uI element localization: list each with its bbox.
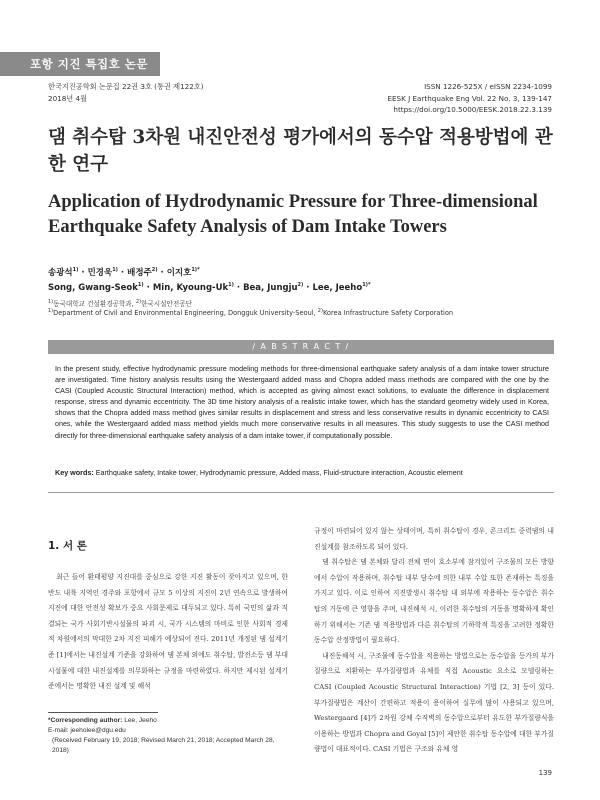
page-number: 139 xyxy=(538,769,552,777)
special-issue-tag: 포항 지진 특집호 논문 xyxy=(0,52,160,76)
affiliations-ko xyxy=(48,298,192,308)
author-ko: 송광석 xyxy=(48,268,73,278)
journal-info-ko xyxy=(48,81,204,104)
author-ko: 배정주 xyxy=(127,268,152,278)
affiliation-superscript: 2) xyxy=(135,298,142,305)
journal-date-ko: 2018년 4월 xyxy=(48,93,88,103)
author-en: Song, Gwang-Seok xyxy=(48,283,138,293)
journal-volume-en: EESK J Earthquake Eng Vol. 22 No. 3, 139-147 xyxy=(387,93,552,103)
footnote xyxy=(48,716,288,756)
body-paragraph: 댐 취수탑은 댐 본체와 달리 전체 면이 호소부에 잠겨있어 구조물의 모든 방향에서 수압이 작용하며, 취수탑 내부 담수에 의한 내부 수압 또한 존재하는 특징을 가지고 있다. 이로 인하여 지진발생시 취수탑 내 외부에 작용하는 동수압은 취수탑의 거동에 큰 영향을 주며, 내진해석 시, 이러한 취수탑의 거동을 명확하게 확인하기 위해서는 기존 댐 적용방법과 다른 취수탑의 기하학적 특징을 고려한 정확한 동수압 산정방법이 필요하다. xyxy=(314,558,554,645)
affiliations-en xyxy=(48,309,453,317)
journal-issn: ISSN 1226-525X / eISSN 2234-1099 xyxy=(424,82,552,91)
keywords-divider xyxy=(48,492,554,493)
body-column-right xyxy=(314,524,554,758)
body-paragraph: 내진동해석 시, 구조물에 동수압을 적용하는 방법으로는 동수압을 등가의 부가질량으로 치환하는 부가질량법과 유체를 직접 Acoustic 요소로 모델링하는 CASI (Coupled Acoustic Structural Interaction) 기법 [2, 3] 등이 있다. 부가질량법은 계산이 간편하고 적용이 용이하여 실무에 많이 사용되고 있으며, Westergaard [4]가 2차원 강체 수직벽의 동수압으로부터 유도한 부가질량식을 이용하는 방법과 Chopra and Goyal [5]이 제안한 취수탑 동수압에 대한 부가질량법이 대표적이다. CASI 기법은 구조와 유체 영 xyxy=(314,651,554,754)
authors-ko: 송광석$^{1)}$ · 민경욱$^{1)}$ · 배정주$^{2)}$ · 이지호$^{1)*}$ xyxy=(48,267,200,278)
journal-doi[interactable]: https://doi.org/10.5000/EESK.2018.22.3.139 xyxy=(393,105,552,114)
affiliation-superscript: 2) xyxy=(317,307,323,314)
affiliation-text: Department of Civil and Environmental Engineering, Dongguk University-Seoul, xyxy=(53,309,316,317)
author-ko: 민경욱 xyxy=(87,268,113,278)
affiliation-superscript: 1) xyxy=(48,307,54,314)
author-superscript: 1) xyxy=(112,267,118,274)
author-en: Lee, Jeeho xyxy=(312,283,363,293)
affiliation-superscript: 1) xyxy=(48,298,54,305)
body-column-left: 최근 들어 환태평양 지진대를 중심으로 강한 지진 활동이 잦아지고 있으며, 한반도 내륙 지역인 경주와 포항에서 규모 5 이상의 지진이 2년 연속으로 발생하여 지진에 대한 안전성 확보가 중요 사회문제로 대두되고 있다. 특히 국민의 삶과 직결되는 국가 사회기반시설물의 파괴 시, 국가 시스템의 마비로 인한 사회적 경제적 차원에서의 막대한 2차 지진 피해가 예상되어 진다. 2011년 개정된 댐 설계기준 [1]에서는 내진설계 기준을 강화하여 댐 본체 외에도 취수탑, 발전소등 댐 부대시설물에 대한 내진설계를 의무화하는 규정을 마련하였다. 하지만 제시된 설계기준에서는 명확한 내진 설계 및 해석 xyxy=(48,573,288,691)
abstract-text: In the present study, effective hydrodynamic pressure modeling methods for three-dimensional earthquake safety analysis of a dam intake tower structure are investigated. Time history analysis results using the Westergaard added mass and Chopra added mass methods are compared with the one by the CASI (Coupled Acoustic Structural Interaction) method, which is accepted as giving almost exact solutions, to evaluate the difference in displacement response, stress and dynamic eccentricity. The 3D time history analysis of a realistic intake tower, which has the standard geometry widely used in Korea, shows that the Chopra added mass method gives similar results in displacement and stress and less conservative results in dynamic eccentricity to CASI ones, while the Westergaard added mass method yields much more conservative results in all measures. This study suggests to use the CASI method directly for three-dimensional earthquake safety analysis of a dam intake tower, if computationally possible. xyxy=(55,365,549,440)
body-paragraph: 규정이 마련되어 있지 않는 상태이며, 특히 취수탑이 경우, 콘크리트 중력댐의 내진설계를 참조하도록 되어 있다. xyxy=(314,527,554,551)
author-superscript: 1) xyxy=(137,282,144,289)
author-superscript: 1) xyxy=(72,267,79,274)
author-en: Bea, Jungju xyxy=(243,283,298,293)
received-dates: (Received February 19, 2018; Revised March 21, 2018; Accepted March 28, 2018) xyxy=(52,737,275,754)
authors-en: Song, Gwang-Seok$^{1)}$ · Min, Kyoung-$Uk^{1)}$ · Bea, Jungju$^{2)}$ · Lee, Jeeho$^{1)*}$ xyxy=(48,282,371,293)
author-superscript: 1)* xyxy=(191,267,200,274)
section-heading-introduction: 1. 서 론 xyxy=(48,540,87,552)
keywords-label: Key words: xyxy=(55,468,94,477)
author-en: Min, Kyoung-Uk xyxy=(152,283,229,293)
author-superscript: 2) xyxy=(151,267,158,274)
paper-title-en: Application of Hydrodynamic Pressure for Three-dimensional Earthquake Safety Analysis of Dam Intake Towers xyxy=(48,192,538,237)
affiliation-text: 한국시설안전공단 xyxy=(141,300,192,308)
author-superscript: 1) xyxy=(228,282,234,289)
keywords-list: Earthquake safety, Intake tower, Hydrodynamic pressure, Added mass, Fluid-structure interaction, Acoustic element xyxy=(95,468,463,477)
journal-info-en xyxy=(387,81,552,116)
corresponding-label: *Corresponding author: xyxy=(48,717,123,724)
author-superscript: 2) xyxy=(297,282,304,289)
footnote-divider xyxy=(48,712,158,713)
affiliation-text: 동국대학교 건설환경공학과, xyxy=(53,300,134,308)
keywords xyxy=(55,468,555,477)
author-ko: 이지호 xyxy=(166,268,192,278)
corresponding-email[interactable]: E-mail: jeeholee@dgu.edu xyxy=(48,727,126,734)
paper-title-ko: 댐 취수탑 3차원 내진안전성 평가에서의 동수압 적용방법에 관한 연구 xyxy=(48,127,553,175)
journal-volume-ko: 한국지진공학회 논문집 22권 3호 (통권 제122호) xyxy=(48,82,204,91)
affiliation-text: Korea Infrastructure Safety Corporation xyxy=(322,309,454,317)
corresponding-name: Lee, Jeeho xyxy=(124,717,157,724)
abstract-heading: / A B S T R A C T / xyxy=(48,340,554,354)
author-superscript: 1)* xyxy=(362,282,371,289)
corresponding-author xyxy=(48,716,288,726)
